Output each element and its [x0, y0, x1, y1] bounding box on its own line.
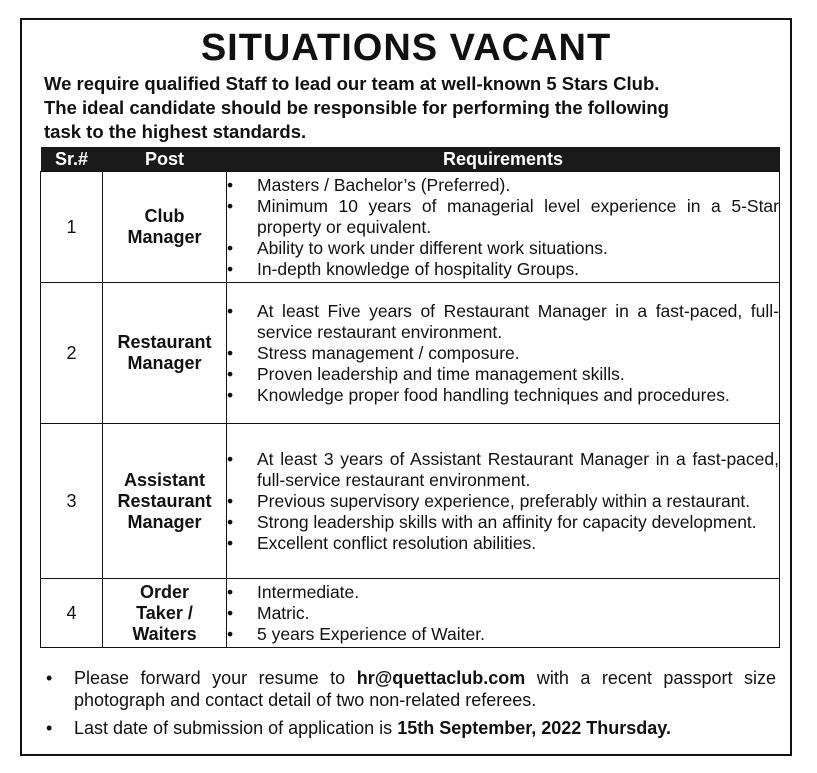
row-post — [103, 283, 227, 424]
row-requirements — [227, 579, 780, 648]
requirement-item: • 5 years Experience of Waiter. — [227, 624, 779, 645]
deadline-note — [42, 717, 776, 739]
requirement-item: • Ability to work under different work situations. — [227, 238, 779, 259]
post-line: Order — [139, 581, 190, 602]
post-line: Manager — [127, 227, 202, 247]
requirement-item: • Strong leadership skills with an affinity for capacity development. — [227, 512, 779, 533]
intro-line: The ideal candidate should be responsible for performing the following — [44, 97, 669, 118]
resume-note-text: with a recent passport size photograph and contact detail of two non-related referees. — [74, 668, 776, 710]
post-line: Manager — [127, 353, 202, 373]
post-line: Assistant — [123, 469, 206, 490]
row-sr: 1 — [41, 172, 103, 283]
intro-line: We require qualified Staff to lead our team at well-known 5 Stars Club. — [44, 73, 660, 94]
row-post — [103, 172, 227, 283]
contact-email[interactable]: hr@quettaclub.com — [356, 668, 526, 688]
requirement-item: • Knowledge proper food handling techniques and procedures. — [227, 385, 779, 406]
intro-text — [44, 72, 780, 144]
header-post: Post — [103, 147, 227, 172]
table-row — [41, 283, 780, 424]
row-sr: 3 — [41, 424, 103, 579]
requirement-item: • Intermediate. — [227, 582, 779, 603]
table-header-row — [41, 147, 780, 172]
requirement-item: • Stress management / composure. — [227, 343, 779, 364]
resume-note-text: Please forward your resume to — [74, 668, 357, 688]
header-sr: Sr.# — [41, 147, 103, 172]
row-post — [103, 424, 227, 579]
requirement-item: • In-depth knowledge of hospitality Groups. — [227, 259, 779, 280]
post-line: Restaurant — [117, 332, 212, 352]
resume-note — [42, 667, 776, 711]
deadline-note-text: Last date of submission of application is — [74, 718, 398, 738]
ad-title: SITUATIONS VACANT — [200, 27, 612, 69]
deadline-date: 15th September, 2022 Thursday. — [397, 718, 671, 738]
post-line: Restaurant — [117, 490, 212, 511]
requirement-item: • Proven leadership and time management skills. — [227, 364, 779, 385]
post-line: Waiters — [132, 623, 197, 644]
row-sr: 4 — [41, 579, 103, 648]
requirement-item: • Matric. — [227, 603, 779, 624]
row-post — [103, 579, 227, 648]
requirement-item: • At least 3 years of Assistant Restaurant Manager in a fast-paced, full-service restaurant environment. — [227, 449, 779, 491]
row-requirements — [227, 283, 780, 424]
post-line: Taker / — [136, 602, 193, 623]
application-instructions — [42, 667, 776, 745]
header-requirements: Requirements — [227, 147, 780, 172]
row-requirements — [227, 172, 780, 283]
requirement-item: • At least Five years of Restaurant Manager in a fast-paced, full-service restaurant environment. — [227, 301, 779, 343]
table-row — [41, 424, 780, 579]
post-line: Club — [144, 206, 185, 226]
requirement-item: • Masters / Bachelor’s (Preferred). — [227, 175, 779, 196]
post-line: Manager — [127, 511, 202, 532]
intro-line: task to the highest standards. — [44, 121, 307, 142]
requirement-item: • Excellent conflict resolution abilities. — [227, 533, 779, 554]
vacancies-table — [40, 147, 780, 648]
row-sr: 2 — [41, 283, 103, 424]
row-requirements — [227, 424, 780, 579]
requirement-item: • Previous supervisory experience, preferably within a restaurant. — [227, 491, 779, 512]
table-row — [41, 579, 780, 648]
table-row — [41, 172, 780, 283]
requirement-item: • Minimum 10 years of managerial level experience in a 5-Star property or equivalent. — [227, 196, 779, 238]
